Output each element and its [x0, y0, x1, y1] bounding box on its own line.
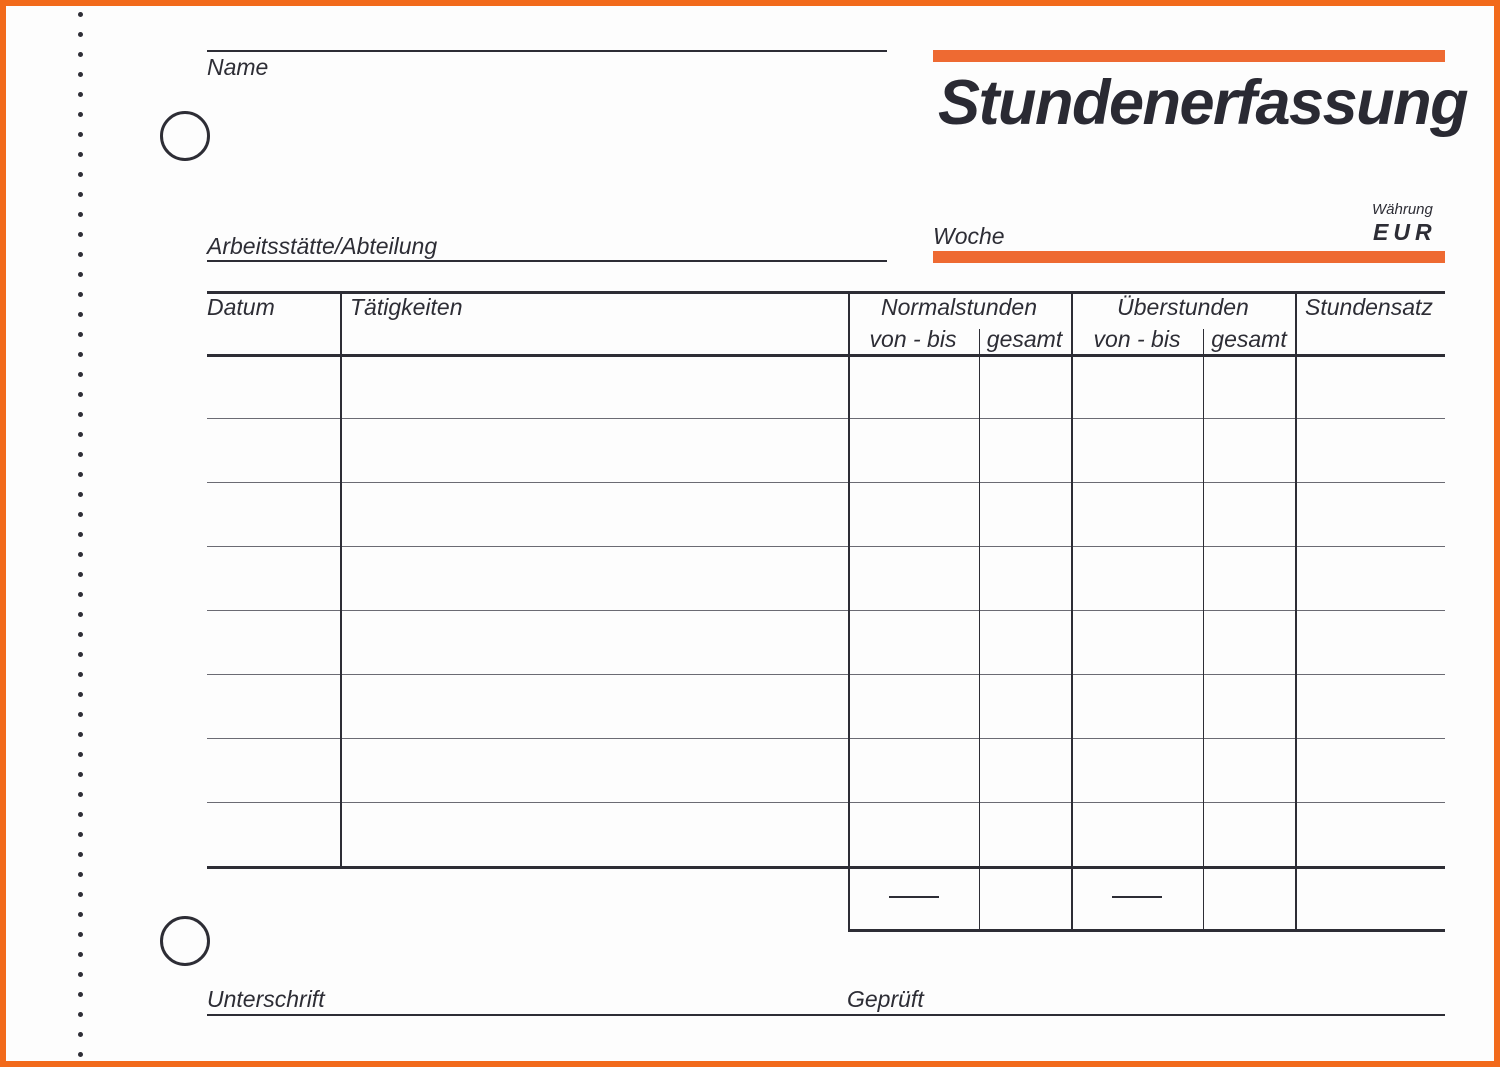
column-divider-activities — [340, 291, 342, 868]
cell-overtime-total[interactable] — [1206, 614, 1292, 672]
cell-hourly-rate[interactable] — [1298, 358, 1442, 416]
column-divider-overtime — [1071, 291, 1073, 931]
cell-overtime-from-to[interactable] — [1074, 550, 1200, 608]
cell-normal-from-to[interactable] — [851, 614, 976, 672]
table-row-divider — [207, 738, 1445, 739]
cell-activities[interactable] — [343, 486, 845, 544]
cell-overtime-from-to[interactable] — [1074, 358, 1200, 416]
cell-normal-total[interactable] — [982, 678, 1068, 736]
table-row-divider — [207, 482, 1445, 483]
cell-activities[interactable] — [343, 742, 845, 800]
signature-field[interactable] — [207, 976, 827, 1016]
totals-cell-hourly-rate[interactable] — [1298, 871, 1442, 926]
cell-normal-total[interactable] — [982, 742, 1068, 800]
totals-cell-normal-total[interactable] — [982, 871, 1068, 926]
subcolumn-divider-overtime-total — [1203, 329, 1204, 931]
cell-normal-total[interactable] — [982, 422, 1068, 480]
name-label: Name — [207, 54, 269, 80]
hours-table — [6, 6, 1494, 1061]
cell-overtime-total[interactable] — [1206, 550, 1292, 608]
cell-normal-from-to[interactable] — [851, 806, 976, 864]
cell-overtime-total[interactable] — [1206, 358, 1292, 416]
workplace-label: Arbeitsstätte/Abteilung — [207, 233, 438, 259]
cell-normal-total[interactable] — [982, 358, 1068, 416]
cell-hourly-rate[interactable] — [1298, 614, 1442, 672]
cell-date[interactable] — [210, 806, 337, 864]
column-header-overtime: Überstunden — [1117, 294, 1249, 320]
cell-overtime-total[interactable] — [1206, 742, 1292, 800]
table-row-divider — [207, 674, 1445, 675]
cell-activities[interactable] — [343, 422, 845, 480]
table-body-bottom-rule — [207, 866, 1445, 869]
column-divider-rate — [1295, 291, 1297, 931]
cell-activities[interactable] — [343, 614, 845, 672]
checked-field[interactable] — [847, 976, 1445, 1016]
cell-activities[interactable] — [343, 550, 845, 608]
cell-date[interactable] — [210, 742, 337, 800]
cell-overtime-from-to[interactable] — [1074, 742, 1200, 800]
cell-hourly-rate[interactable] — [1298, 422, 1442, 480]
signature-label: Unterschrift — [207, 986, 325, 1012]
cell-hourly-rate[interactable] — [1298, 550, 1442, 608]
cell-normal-from-to[interactable] — [851, 358, 976, 416]
subheader-normal-from-to: von - bis — [869, 326, 957, 352]
cell-overtime-from-to[interactable] — [1074, 614, 1200, 672]
table-row-divider — [207, 610, 1445, 611]
cell-normal-from-to[interactable] — [851, 422, 976, 480]
subheader-overtime-from-to: von - bis — [1093, 326, 1181, 352]
cell-normal-from-to[interactable] — [851, 550, 976, 608]
cell-normal-from-to[interactable] — [851, 742, 976, 800]
currency-label: Währung — [1372, 201, 1433, 218]
table-header-rule — [207, 354, 1445, 357]
cell-normal-total[interactable] — [982, 806, 1068, 864]
totals-dash-normal — [889, 896, 939, 898]
cell-date[interactable] — [210, 614, 337, 672]
totals-dash-overtime — [1112, 896, 1162, 898]
cell-overtime-from-to[interactable] — [1074, 486, 1200, 544]
cell-normal-from-to[interactable] — [851, 678, 976, 736]
cell-normal-from-to[interactable] — [851, 486, 976, 544]
cell-hourly-rate[interactable] — [1298, 806, 1442, 864]
table-row-divider — [207, 802, 1445, 803]
column-header-hourly-rate: Stundensatz — [1305, 294, 1433, 320]
cell-date[interactable] — [210, 486, 337, 544]
cell-activities[interactable] — [343, 678, 845, 736]
cell-activities[interactable] — [343, 806, 845, 864]
column-divider-normal — [848, 291, 850, 931]
cell-overtime-total[interactable] — [1206, 678, 1292, 736]
cell-normal-total[interactable] — [982, 550, 1068, 608]
table-row-divider — [207, 418, 1445, 419]
cell-normal-total[interactable] — [982, 486, 1068, 544]
subheader-normal-total: gesamt — [986, 326, 1063, 352]
cell-hourly-rate[interactable] — [1298, 678, 1442, 736]
week-label: Woche — [933, 223, 1005, 249]
column-header-date: Datum — [207, 294, 275, 320]
table-row-divider — [207, 546, 1445, 547]
column-header-normal-hours: Normalstunden — [881, 294, 1037, 320]
cell-overtime-total[interactable] — [1206, 486, 1292, 544]
checked-label: Geprüft — [847, 986, 924, 1012]
column-header-activities: Tätigkeiten — [350, 294, 463, 320]
cell-overtime-total[interactable] — [1206, 422, 1292, 480]
totals-bottom-rule — [848, 929, 1445, 932]
cell-date[interactable] — [210, 422, 337, 480]
cell-overtime-total[interactable] — [1206, 806, 1292, 864]
totals-cell-overtime-total[interactable] — [1206, 871, 1292, 926]
cell-date[interactable] — [210, 550, 337, 608]
table-top-rule — [207, 291, 1445, 294]
cell-hourly-rate[interactable] — [1298, 742, 1442, 800]
cell-hourly-rate[interactable] — [1298, 486, 1442, 544]
cell-overtime-from-to[interactable] — [1074, 422, 1200, 480]
cell-overtime-from-to[interactable] — [1074, 806, 1200, 864]
subcolumn-divider-normal-total — [979, 329, 980, 931]
cell-normal-total[interactable] — [982, 614, 1068, 672]
cell-date[interactable] — [210, 678, 337, 736]
form-title: Stundenerfassung — [938, 68, 1468, 138]
cell-activities[interactable] — [343, 358, 845, 416]
subheader-overtime-total: gesamt — [1211, 326, 1287, 352]
currency-value: EUR — [1373, 219, 1437, 245]
cell-date[interactable] — [210, 358, 337, 416]
cell-overtime-from-to[interactable] — [1074, 678, 1200, 736]
